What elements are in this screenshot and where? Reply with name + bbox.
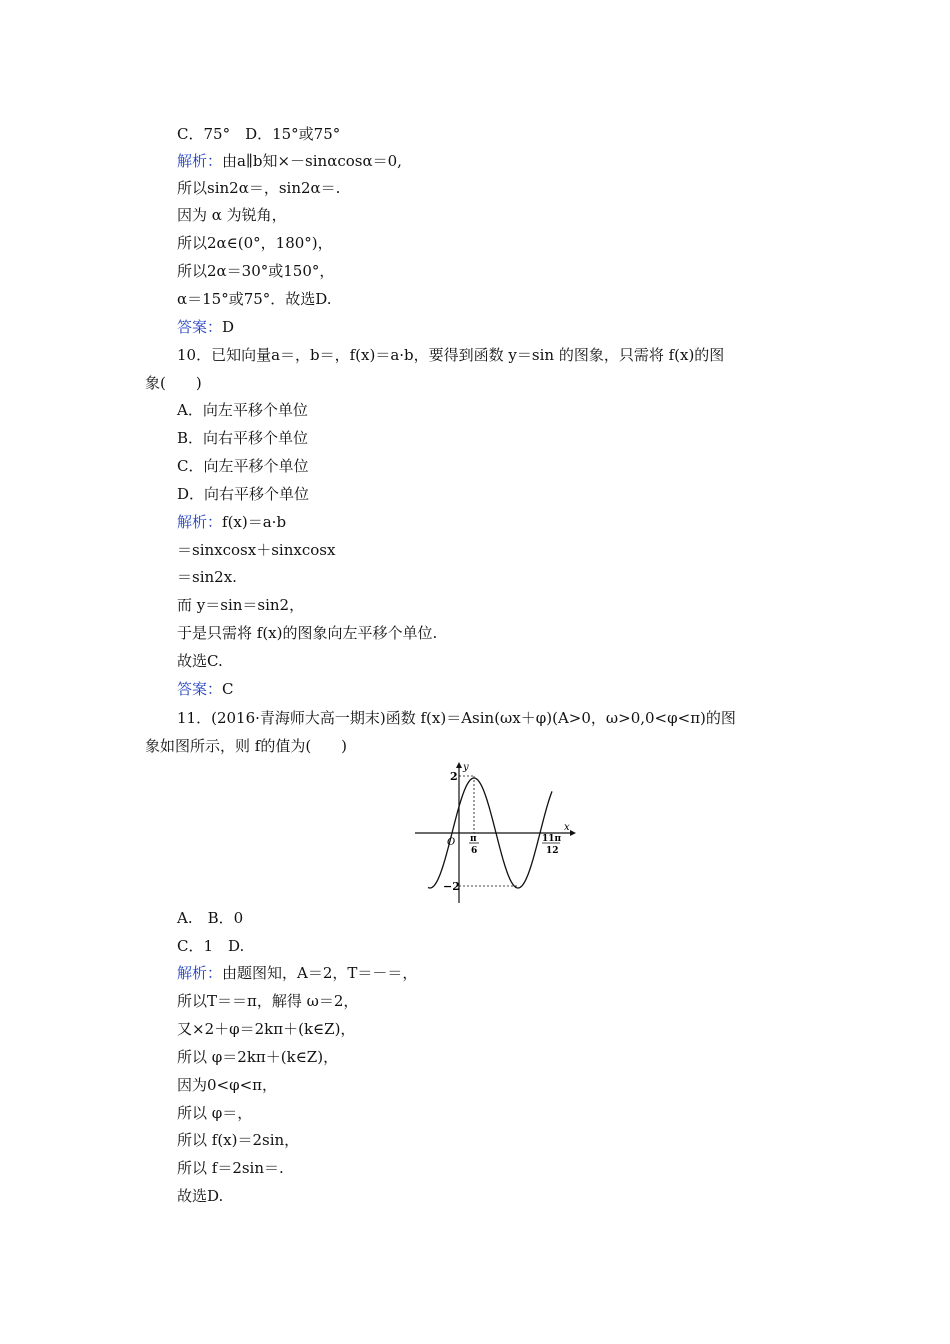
text-line <box>177 456 308 476</box>
line-text: B．向右平移个单位 <box>177 429 309 447</box>
line-text: A．向左平移个单位 <box>177 401 308 419</box>
section-label: 解析： <box>177 513 223 531</box>
text-line <box>177 595 304 615</box>
line-text: 象( ) <box>145 374 202 392</box>
line-text: f(x)＝a·b <box>222 513 287 531</box>
text-line <box>177 708 736 728</box>
tick-11pi-12-denominator: 12 <box>546 846 559 856</box>
y-max-label: 2 <box>450 770 458 783</box>
section-label: 解析： <box>177 152 223 170</box>
line-text: C．向左平移个单位 <box>177 457 309 475</box>
text-line <box>177 1019 355 1039</box>
line-text: α＝15°或75°．故选D. <box>177 290 332 308</box>
line-text: 所以2α∈(0°，180°)， <box>177 234 333 252</box>
line-text: 由题图知，A＝2，T＝－＝， <box>222 964 418 982</box>
line-text: 而 y＝sin＝sin2， <box>177 596 305 614</box>
line-text: A. B．0 <box>177 909 244 927</box>
text-line <box>177 205 287 225</box>
text-line <box>177 400 308 420</box>
sine-graph-figure <box>410 760 580 905</box>
text-line <box>177 651 223 671</box>
line-text: 因为 α 为锐角， <box>177 206 287 224</box>
y-axis-label: y <box>463 762 469 773</box>
text-line <box>177 233 333 253</box>
line-text: 所以sin2α＝，sin2α＝. <box>177 179 341 197</box>
text-line <box>177 1047 338 1067</box>
line-text: 所以 φ＝2kπ＋(k∈Z)， <box>177 1048 339 1066</box>
text-line <box>177 991 358 1011</box>
text-line <box>177 1075 277 1095</box>
text-line-with-label <box>177 679 234 699</box>
line-text: 故选D. <box>177 1187 224 1205</box>
text-line <box>177 428 308 448</box>
text-line <box>145 736 347 756</box>
text-line-with-label <box>177 963 417 983</box>
line-text: ＝sinxcosx＋sinxcosx <box>177 541 336 559</box>
section-label: 答案： <box>177 318 223 336</box>
text-line-with-label <box>177 151 402 171</box>
section-label: 解析： <box>177 964 223 982</box>
y-min-label: −2 <box>443 880 460 893</box>
text-line <box>177 936 244 956</box>
line-text: ＝sin2x. <box>177 568 237 586</box>
text-line <box>177 345 724 365</box>
text-line <box>177 1186 223 1206</box>
text-line <box>177 540 335 560</box>
text-line <box>177 623 437 643</box>
line-text: 11．(2016·青海师大高一期末)函数 f(x)＝Asin(ωx＋φ)(A>0，ω>0,0<φ<π)的图 <box>177 709 736 727</box>
line-text: 于是只需将 f(x)的图象向左平移个单位. <box>177 624 438 642</box>
text-line-with-label <box>177 317 234 337</box>
line-text: 又×2＋φ＝2kπ＋(k∈Z)， <box>177 1020 356 1038</box>
line-text: D <box>222 318 235 336</box>
line-text: 所以T＝＝π，解得 ω＝2， <box>177 992 359 1010</box>
tick-11pi-12-numerator: 11π <box>542 834 562 844</box>
line-text: 所以2α＝30°或150°， <box>177 262 335 280</box>
line-text: 所以 φ＝， <box>177 1104 253 1122</box>
line-text: D．向右平移个单位 <box>177 485 310 503</box>
line-text: 所以 f＝2sin＝. <box>177 1159 284 1177</box>
line-text: C．75° D．15°或75° <box>177 125 341 143</box>
line-text: 10．已知向量a＝，b＝，f(x)＝a·b，要得到函数 y＝sin 的图象，只需将 f(x)的图 <box>177 346 725 364</box>
origin-label: O <box>447 837 456 848</box>
text-line <box>177 1103 252 1123</box>
text-line <box>177 1158 284 1178</box>
y-axis-arrow-icon <box>456 762 462 768</box>
text-line <box>177 567 237 587</box>
text-line <box>177 289 332 309</box>
line-text: 所以 f(x)＝2sin， <box>177 1131 300 1149</box>
line-text: C．1 D. <box>177 937 245 955</box>
line-text: 由a∥b知×－sinαcosα＝0, <box>222 152 402 170</box>
x-axis-arrow-icon <box>570 830 576 836</box>
text-line <box>177 484 309 504</box>
text-line <box>177 908 243 928</box>
text-line-with-label <box>177 512 286 532</box>
line-text: 因为0<φ<π， <box>177 1076 278 1094</box>
line-text: 象如图所示，则 f的值为( ) <box>145 737 348 755</box>
text-line <box>177 261 334 281</box>
text-line <box>177 178 340 198</box>
x-axis-label: x <box>564 822 570 833</box>
text-line <box>145 373 202 393</box>
line-text: 故选C. <box>177 652 223 670</box>
text-line <box>177 124 340 144</box>
section-label: 答案： <box>177 680 223 698</box>
text-line <box>177 1130 299 1150</box>
tick-pi-6-denominator: 6 <box>471 846 478 856</box>
line-text: C <box>222 680 234 698</box>
tick-pi-6-numerator: π <box>470 834 477 844</box>
